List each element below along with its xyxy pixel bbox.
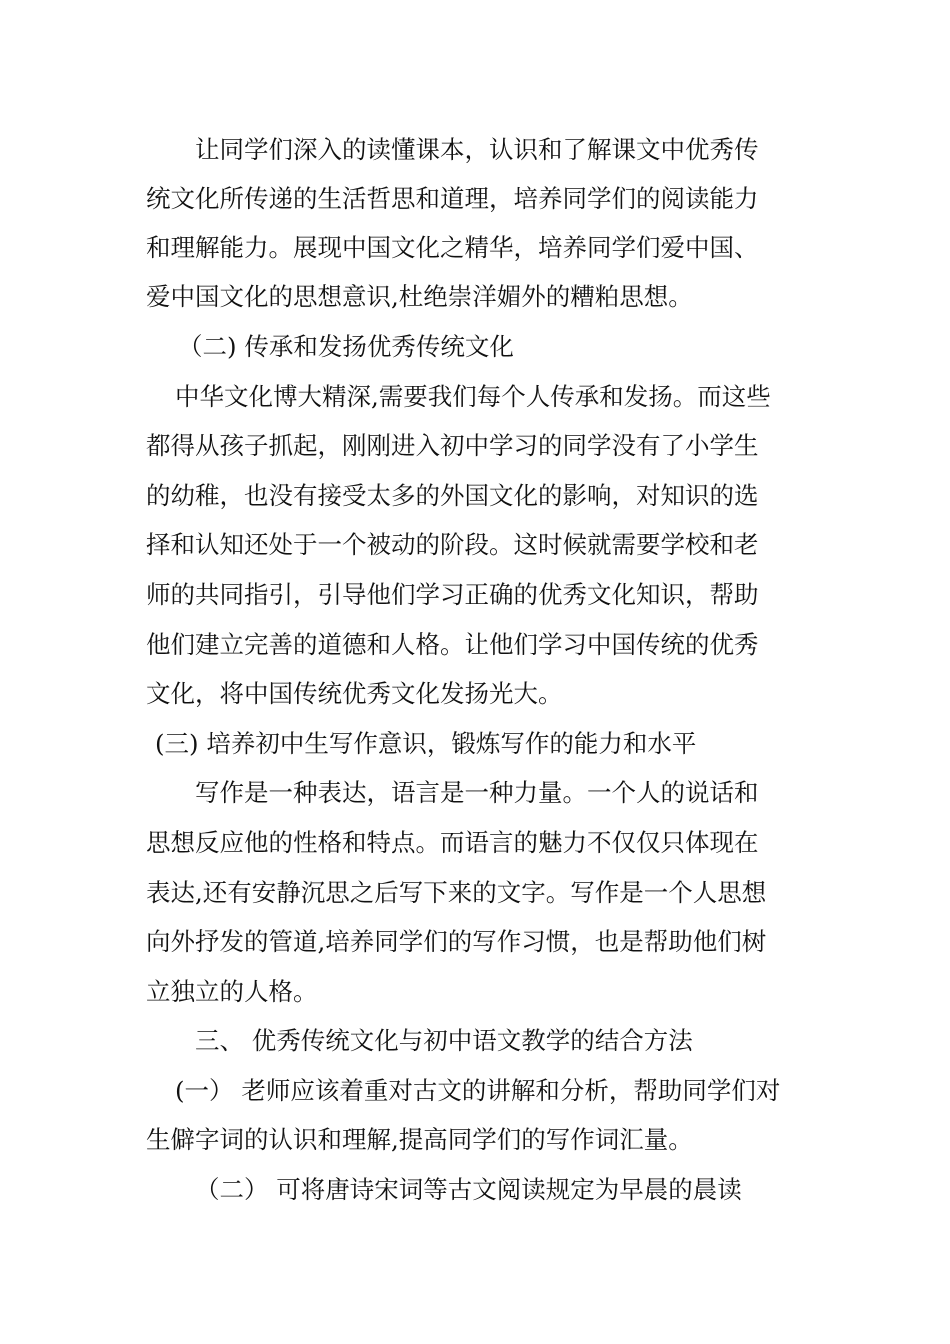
section-heading: (三) 培养初中生写作意识，锻炼写作的能力和水平	[155, 729, 697, 758]
paragraph-line: 表达,还有安静沉思之后写下来的文字。写作是一个人思想	[146, 878, 767, 907]
paragraph-line: 统文化所传递的生活哲思和道理，培养同学们的阅读能力	[146, 184, 759, 213]
paragraph-line: 的幼稚，也没有接受太多的外国文化的影响，对知识的选	[146, 481, 759, 510]
paragraph-line: (一） 老师应该着重对古文的讲解和分析，帮助同学们对	[175, 1076, 781, 1105]
section-heading: （二) 传承和发扬优秀传统文化	[178, 332, 514, 361]
paragraph-line: 思想反应他的性格和特点。而语言的魅力不仅仅只体现在	[146, 828, 759, 857]
paragraph-line: 写作是一种表达，语言是一种力量。一个人的说话和	[195, 778, 759, 807]
paragraph-line: 向外抒发的管道,培养同学们的写作习惯，也是帮助他们树	[146, 927, 767, 956]
paragraph-line: （二） 可将唐诗宋词等古文阅读规定为早晨的晨读	[195, 1175, 742, 1204]
paragraph-line: 他们建立完善的道德和人格。让他们学习中国传统的优秀	[146, 630, 759, 659]
paragraph-line: 爱中国文化的思想意识,杜绝崇洋媚外的糟粕思想。	[146, 282, 693, 311]
paragraph-line: 择和认知还处于一个被动的阶段。这时候就需要学校和老	[146, 530, 759, 559]
paragraph-line: 和理解能力。展现中国文化之精华，培养同学们爱中国、	[146, 233, 759, 262]
paragraph-line: 师的共同指引，引导他们学习正确的优秀文化知识，帮助	[146, 580, 759, 609]
paragraph-line: 立独立的人格。	[146, 977, 318, 1006]
section-heading: 三、 优秀传统文化与初中语文教学的结合方法	[195, 1026, 693, 1055]
paragraph-line: 都得从孩子抓起，刚刚进入初中学习的同学没有了小学生	[146, 431, 759, 460]
paragraph-line: 生僻字词的认识和理解,提高同学们的写作词汇量。	[146, 1125, 693, 1154]
paragraph-line: 中华文化博大精深,需要我们每个人传承和发扬。而这些	[175, 382, 771, 411]
paragraph-line: 让同学们深入的读懂课本，认识和了解课文中优秀传	[195, 135, 759, 164]
paragraph-line: 文化，将中国传统优秀文化发扬光大。	[146, 679, 563, 708]
